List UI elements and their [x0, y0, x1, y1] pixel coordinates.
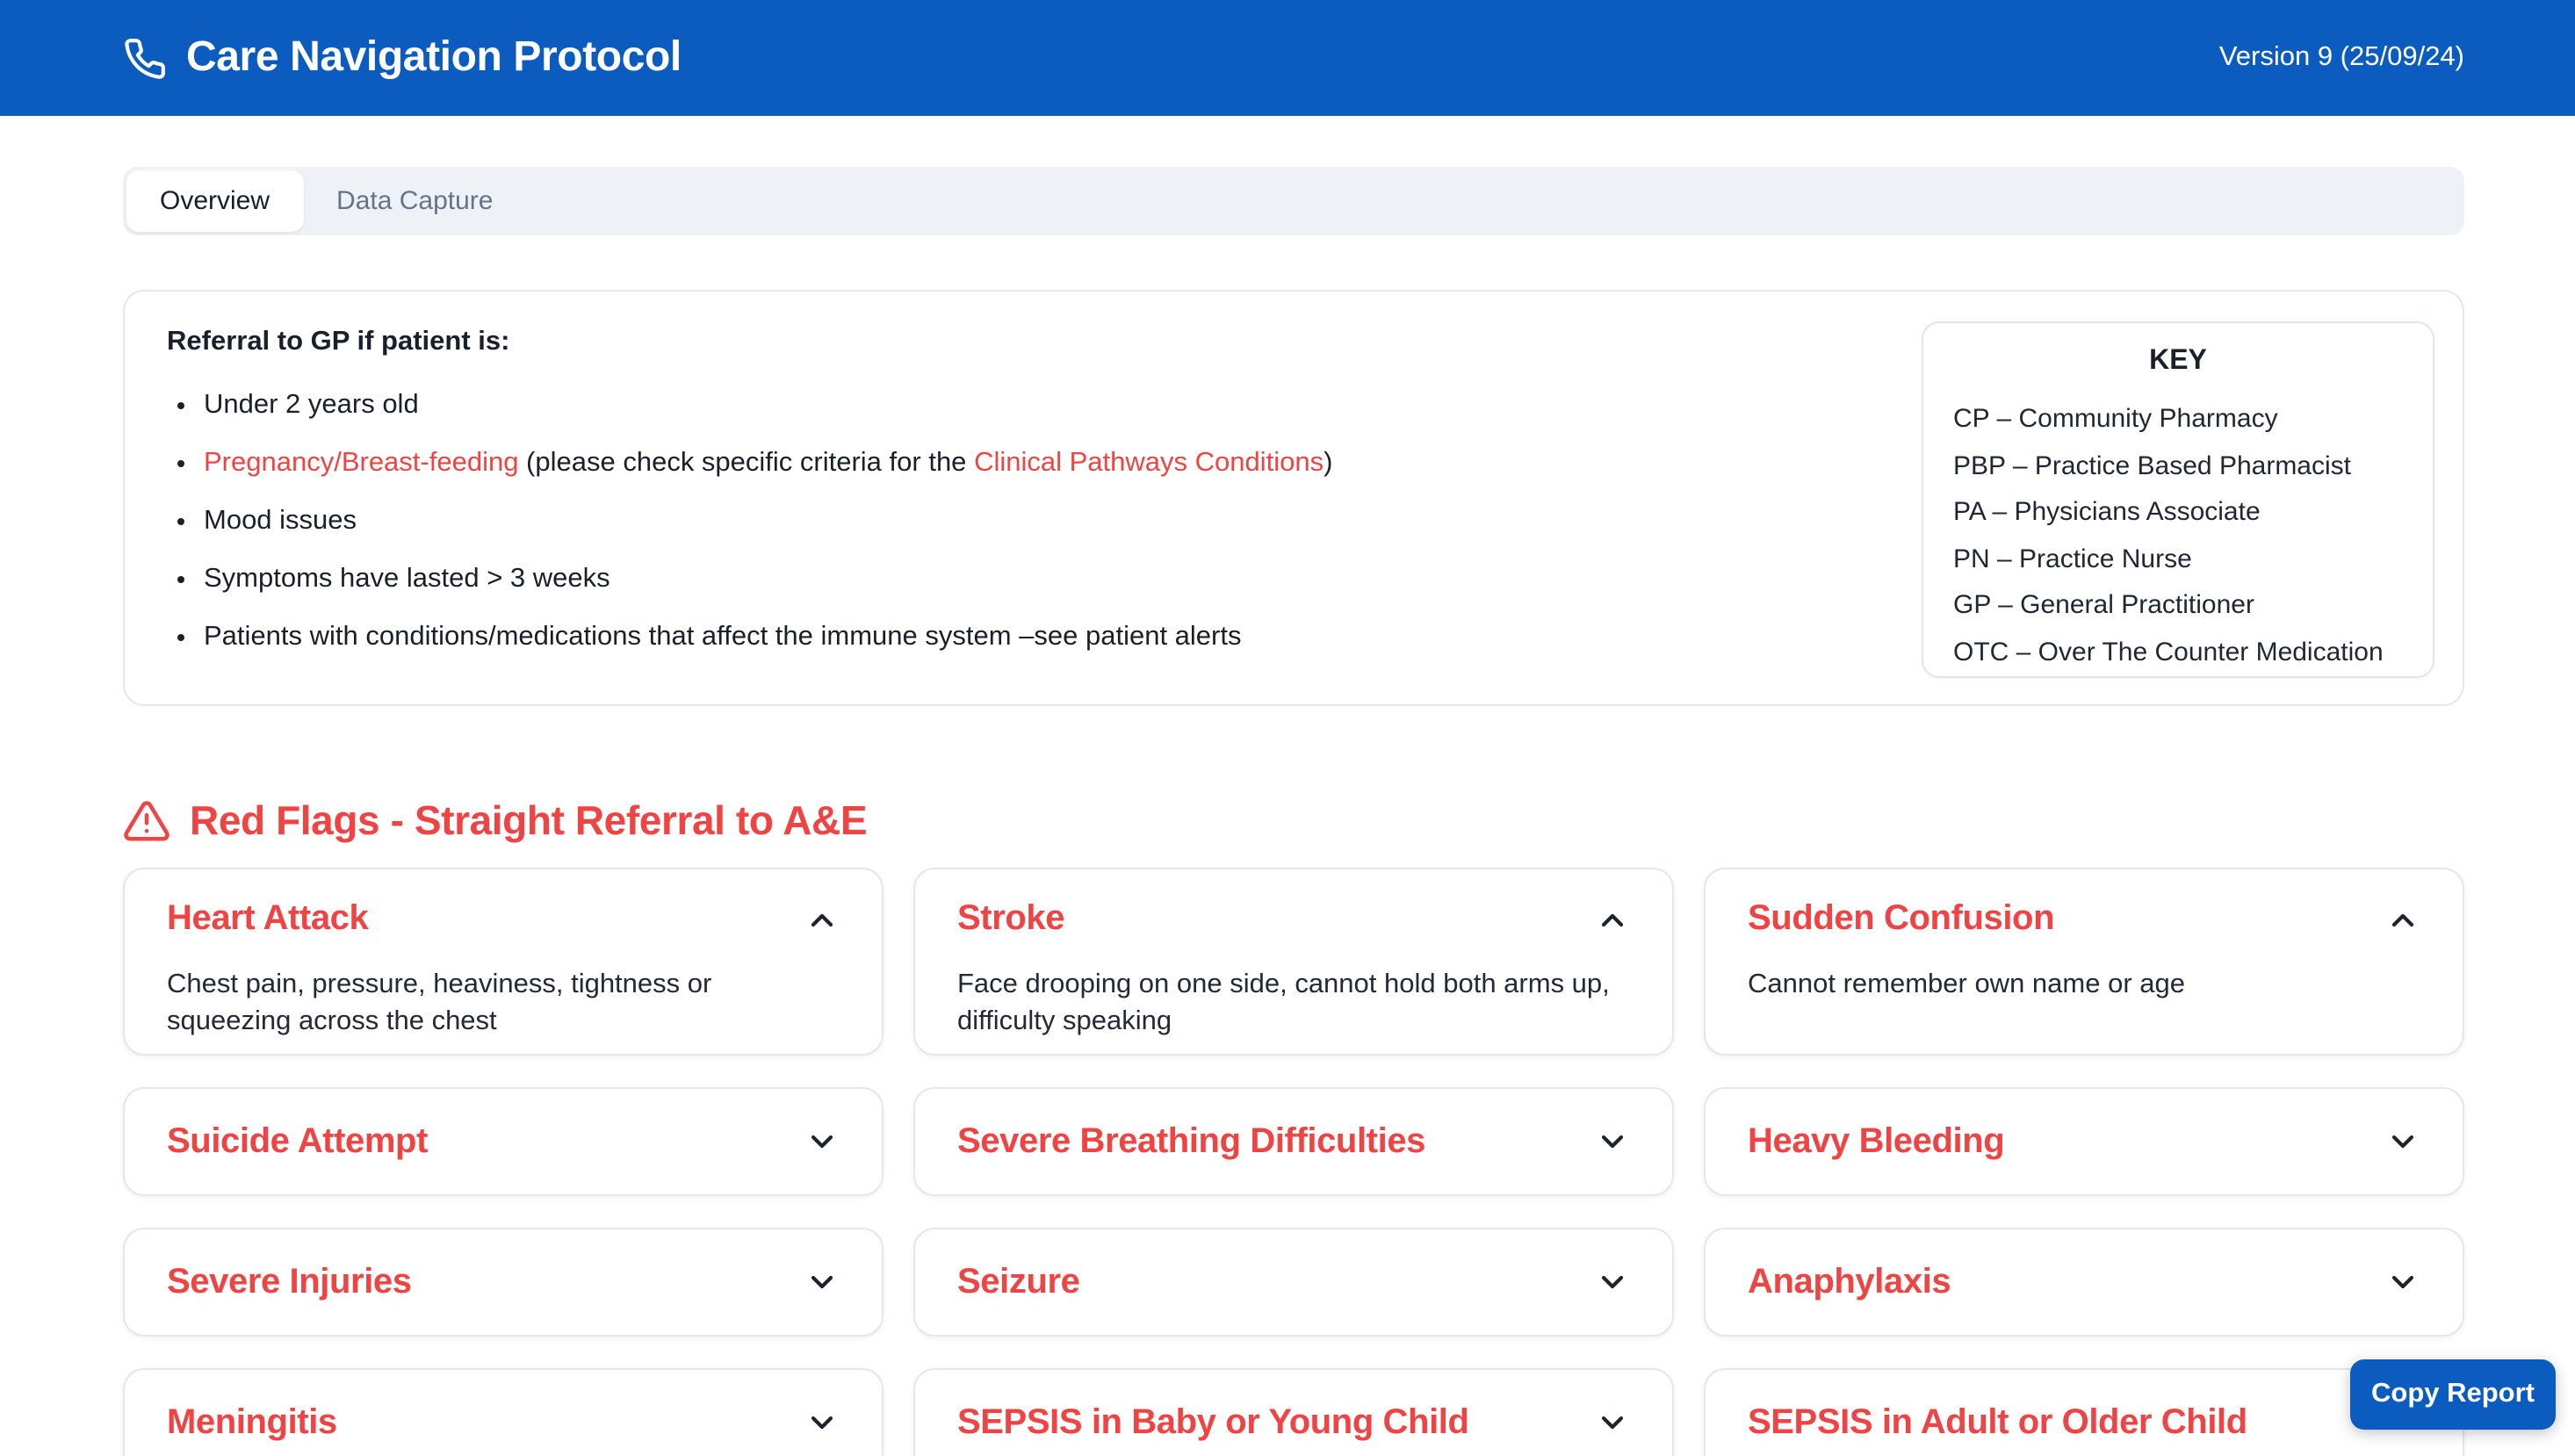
key-item: PBP – Practice Based Pharmacist — [1953, 450, 2351, 480]
chevron-down-icon[interactable] — [804, 1124, 840, 1159]
condition-body: Chest pain, pressure, heaviness, tightness or squeezing across the chest — [167, 969, 712, 1036]
condition-title: Meningitis — [167, 1402, 337, 1441]
condition-card-anaphylaxis[interactable] — [1704, 1228, 2464, 1337]
condition-title: SEPSIS in Baby or Young Child — [957, 1402, 1469, 1441]
red-flags-heading — [123, 797, 2464, 845]
bullet-item: • Patients with conditions/medications that affect the immune system –see patient alerts — [204, 616, 1890, 659]
condition-card-heavy-bleeding[interactable] — [1704, 1087, 2464, 1196]
chevron-up-icon[interactable] — [1595, 902, 1630, 937]
chevron-up-icon[interactable] — [804, 902, 840, 937]
copy-report-button[interactable]: Copy Report — [2350, 1359, 2556, 1430]
key-list — [1953, 397, 2403, 676]
referral-title: Referral to GP if patient is: — [167, 327, 510, 357]
condition-title: Heart Attack — [167, 899, 369, 938]
pregnancy-text: Pregnancy/Breast-feeding — [204, 448, 519, 479]
condition-card-meningitis[interactable] — [123, 1368, 884, 1456]
condition-title: Severe Breathing Difficulties — [957, 1121, 1426, 1160]
key-item: CP – Community Pharmacy — [1953, 404, 2278, 434]
key-item: PA – Physicians Associate — [1953, 497, 2261, 527]
bullet-item: • Under 2 years old — [204, 385, 1890, 427]
bullet-item: • Mood issues — [204, 501, 1890, 543]
condition-card-sepsis-baby-young-child[interactable] — [913, 1368, 1674, 1456]
condition-title: Stroke — [957, 899, 1065, 938]
page-title: Care Navigation Protocol — [186, 33, 682, 81]
key-item: PN – Practice Nurse — [1953, 544, 2192, 573]
tab-bar — [123, 167, 2464, 235]
key-card — [1922, 321, 2434, 678]
tab-overview[interactable]: Overview — [126, 170, 303, 232]
phone-icon — [123, 36, 167, 80]
condition-card-seizure[interactable] — [913, 1228, 1674, 1337]
condition-title: Severe Injuries — [167, 1262, 412, 1301]
key-item: GP – General Practitioner — [1953, 590, 2254, 620]
referral-bullets — [167, 385, 1890, 659]
chevron-down-icon[interactable] — [1595, 1405, 1630, 1440]
condition-card-severe-injuries[interactable] — [123, 1228, 884, 1337]
key-item: OTC – Over The Counter Medication — [1953, 637, 2384, 667]
chevron-down-icon[interactable] — [2385, 1265, 2420, 1300]
bullet-item: • Pregnancy/Breast-feeding (please check specific criteria for the Clinical Pathways Conditions) — [204, 443, 1890, 485]
condition-title: SEPSIS in Adult or Older Child — [1748, 1402, 2247, 1441]
alert-triangle-icon — [123, 797, 170, 845]
condition-card-heart-attack[interactable] — [123, 868, 884, 1056]
chevron-down-icon[interactable] — [804, 1265, 840, 1300]
condition-title: Suicide Attempt — [167, 1121, 428, 1160]
chevron-up-icon[interactable] — [2385, 902, 2420, 937]
clinical-pathways-link[interactable]: Clinical Pathways Conditions — [974, 448, 1324, 479]
chevron-down-icon[interactable] — [1595, 1265, 1630, 1300]
condition-card-suicide-attempt[interactable] — [123, 1087, 884, 1196]
chevron-down-icon[interactable] — [804, 1405, 840, 1440]
chevron-down-icon[interactable] — [1595, 1124, 1630, 1159]
condition-title: Seizure — [957, 1262, 1080, 1301]
referral-card — [123, 290, 2464, 706]
condition-card-severe-breathing-difficulties[interactable] — [913, 1087, 1674, 1196]
condition-body: Face drooping on one side, cannot hold both arms up, difficulty speaking — [957, 969, 1610, 1036]
red-flags-heading-text: Red Flags - Straight Referral to A&E — [190, 797, 868, 843]
key-title: KEY — [2149, 346, 2207, 376]
condition-body: Cannot remember own name or age — [1748, 969, 2185, 999]
app-header — [0, 0, 2575, 116]
condition-card-stroke[interactable] — [913, 868, 1674, 1056]
condition-card-sudden-confusion[interactable] — [1704, 868, 2464, 1056]
condition-title: Heavy Bleeding — [1748, 1121, 2005, 1160]
condition-title: Sudden Confusion — [1748, 899, 2055, 938]
version-label: Version 9 (25/09/24) — [2218, 42, 2464, 72]
condition-title: Anaphylaxis — [1748, 1262, 1951, 1301]
chevron-down-icon[interactable] — [2385, 1124, 2420, 1159]
cards-grid — [123, 868, 2464, 1456]
bullet-item: • Symptoms have lasted > 3 weeks — [204, 559, 1890, 601]
tab-data-capture[interactable]: Data Capture — [336, 186, 494, 216]
